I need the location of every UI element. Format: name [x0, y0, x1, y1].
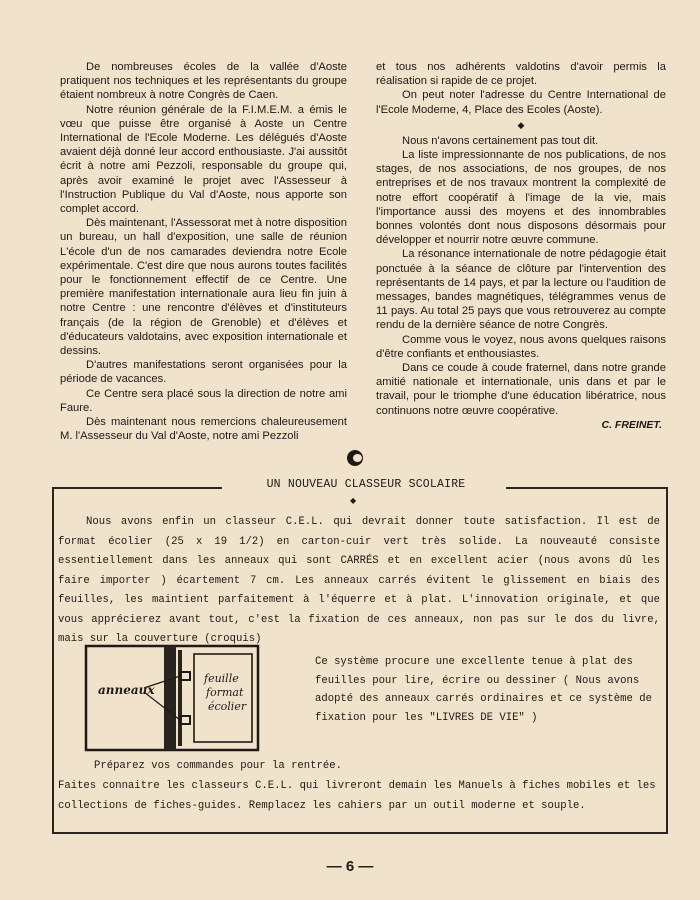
sketch-label-rings: anneaux — [98, 683, 155, 697]
cel-logo-icon — [347, 450, 363, 466]
sketch-label-sheet: feuille — [204, 672, 239, 685]
paragraph: Nous avons enfin un classeur C.E.L. qui devrait donner toute satisfaction. Il est de format écolier (25 x 19 1/2) en carton-cuir vert très solide. La nouveauté consiste essentiellement dans les anneaux qui sont CARRÉS et en excellent acier (nous avons dû les faire importer ) écartement 7 cm. Les anneaux carrés évitent le glissement en biais des feuilles, les maintient parfaitement à l'équerre et à plat. L'innovation originale, et que vous apprécierez avant tout, c'est la fixation de ces anneaux, non pas sur le dos du livre, mais sur la couverture (croquis) — [58, 516, 660, 645]
paragraph: et tous nos adhérents valdotins d'avoir permis la réalisation si rapide de ce projet. — [376, 61, 666, 88]
paragraph: Dès maintenant nous remercions chaleureusement M. l'Assesseur du Val d'Aoste, notre ami Pezzoli — [60, 416, 347, 443]
paragraph: De nombreuses écoles de la vallée d'Aoste pratiquent nos techniques et les représentants du groupe étaient nombreux à notre Congrès de Caen. — [60, 61, 347, 102]
paragraph: La liste impressionnante de nos publications, de nos stages, de nos associations, de nos groupes, de nos entreprises et de nos travaux montrent la complexité de notre effort coopératif à l'image de la vie, mais l'importance aussi des moyens et des innombrables bonnes volontés dont nous disposons désormais pour développer et nourrir notre œuvre commune. — [376, 149, 666, 247]
box-title: UN NOUVEAU CLASSEUR SCOLAIRE — [266, 478, 466, 491]
box-side-text: Ce système procure une excellente tenue à plat des feuilles pour lire, écrire ou dessiner ( Nous avons adopté des anneaux carrés ordinaires et ce système de fixation pour les "LIVRES DE VIE" ) — [315, 656, 652, 724]
paragraph: Comme vous le voyez, nous avons quelques raisons d'être confiants et enthousiastes. — [376, 333, 666, 360]
paragraph: Dans ce coude à coude fraternel, dans notre grande amitié nationale et internationale, unis dans et par le travail, pour le triomphe d'une éducation libératrice, nous continuons notre œuvre coopérative. — [376, 362, 666, 417]
paragraph: Dès maintenant, l'Assessorat met à notre disposition un bureau, un hall d'exposition, une salle de réunion L'école d'un de nos camarades deviendra notre Ecole expérimentale. C'est dire que nous aurons toutes facilités pour le fonctionnement effectif de ce Centre. Une première manifestation internationale aura lieu fin juin à notre Centre : une rencontre d'élèves et d'instituteurs français (de la région de Grenoble) et d'élèves et d'éducateurs valdotains, avec exposition internationale et dessins. — [60, 217, 347, 358]
signature: C. FREINET. — [601, 418, 662, 431]
box-intro — [58, 513, 660, 650]
paragraph: Faites connaitre les classeurs C.E.L. qui livreront demain les Manuels à fiches mobiles et les collections de fiches-guides. Remplacez les cahiers par un outil moderne et souple. — [58, 780, 656, 812]
paragraph: Préparez vos commandes pour la rentrée. — [94, 760, 342, 772]
right-column — [376, 60, 666, 432]
sketch-label-sheet: écolier — [208, 700, 247, 713]
diamond-separator: ◆ — [350, 496, 357, 505]
paragraph: D'autres manifestations seront organisées pour la période de vacances. — [60, 359, 347, 386]
box-closing — [58, 756, 660, 816]
paragraph: La résonance internationale de notre pédagogie était ponctuée à la séance de clôture par l'intervention des représentants de 14 pays, et par la lecture ou l'audition de messages, bandes magnétiques, télégrammes venus de 11 pays. Au total 25 pays que vous retrouverez au compte rendu de la dernière séance de notre Congrès. — [376, 248, 666, 332]
diamond-separator: ◆ — [517, 119, 525, 130]
left-column — [60, 60, 347, 443]
paragraph: On peut noter l'adresse du Centre International de l'Ecole Moderne, 4, Place des Ecoles (Aoste). — [376, 89, 666, 116]
paragraph: Nous n'avons certainement pas tout dit. — [402, 134, 599, 147]
paragraph: Notre réunion générale de la F.I.M.E.M. a émis le vœu que puisse être organisé à Aoste un Centre International de l'Ecole Moderne. Les délégués d'Aoste avaient déjà donné leur accord enthousiaste. J'ai aussitôt écrit à notre ami Pezzoli, responsable du groupe qui, après avoir examiné le projet avec l'Assesseur à l'Instruction Publique du Val d'Aoste, nous apporte son complet accord. — [60, 103, 347, 216]
page-number: — 6 — — [326, 858, 374, 875]
sketch-label-sheet: format — [206, 686, 244, 699]
paragraph: Ce Centre sera placé sous la direction de notre ami Faure. — [60, 387, 347, 414]
binder-sketch — [84, 642, 264, 754]
